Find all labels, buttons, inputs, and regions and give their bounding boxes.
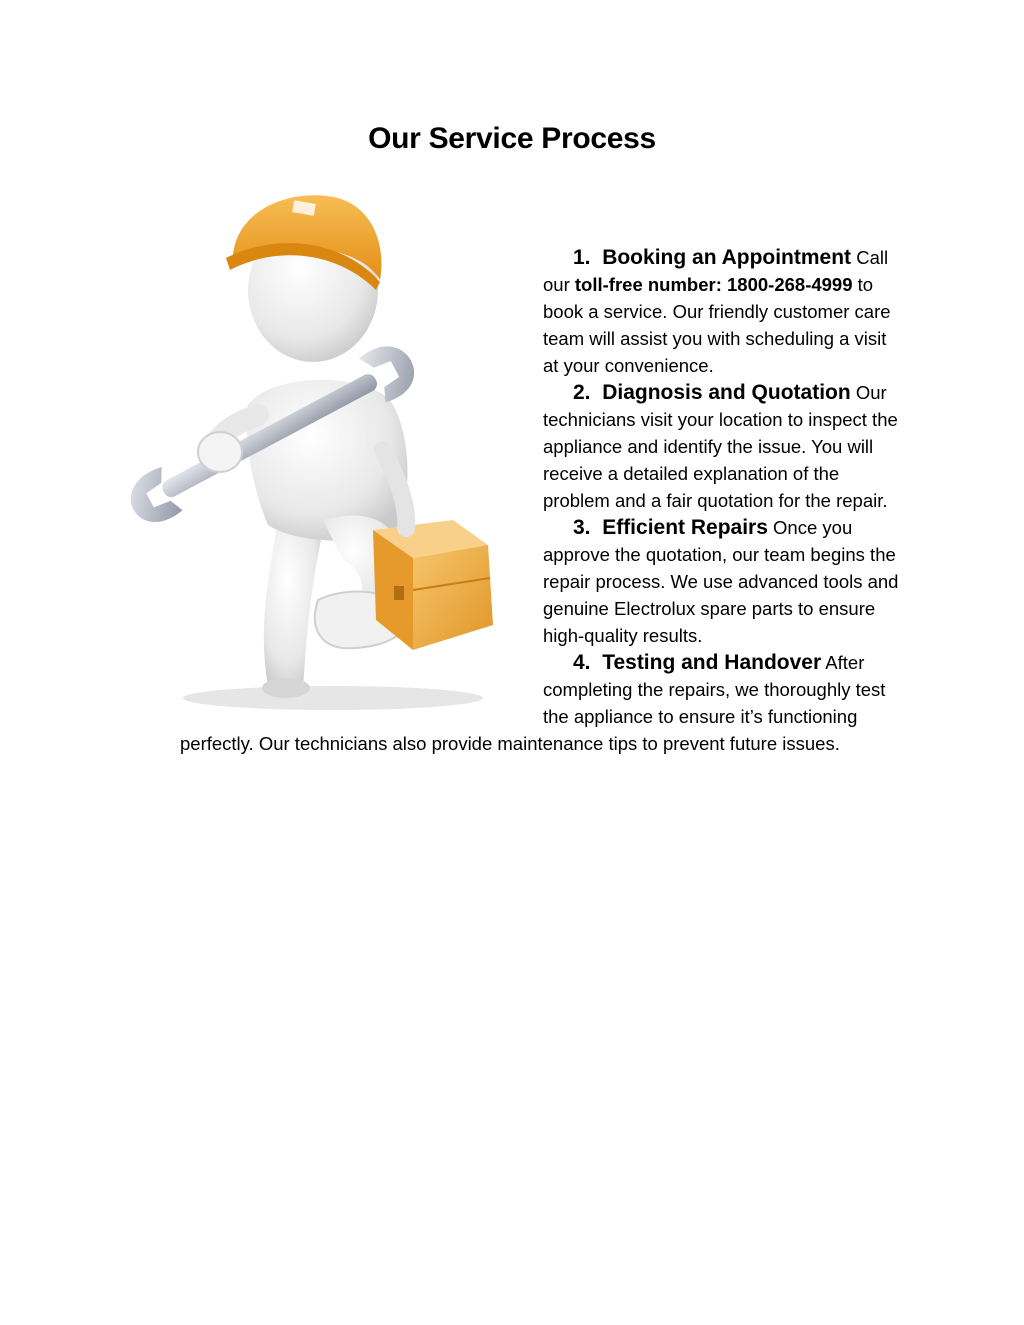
step-text: Once you approve the quotation, our team begins the repair process. We use advanced tools and genuine Electrolux spare parts to ensure high-quality results. xyxy=(543,517,899,646)
step-title: Efficient Repairs xyxy=(602,516,768,539)
step-heading xyxy=(573,651,821,674)
step-title: Booking an Appointment xyxy=(602,246,852,269)
toll-free-number: toll-free number: 1800-268-4999 xyxy=(574,274,853,295)
step-text: to book a service. Our friendly customer care team will assist you with scheduling a visit at your convenience. xyxy=(543,274,891,376)
step-number: 1. xyxy=(573,246,591,269)
service-steps xyxy=(180,244,902,757)
step-title: Diagnosis and Quotation xyxy=(602,381,851,404)
page-title: Our Service Process xyxy=(368,122,656,155)
step-text: Our technicians visit your location to inspect the appliance and identify the issue. You will receive a detailed explanation of the problem and a fair quotation for the repair. xyxy=(543,382,898,511)
step-number: 4. xyxy=(573,651,591,674)
step-heading xyxy=(573,246,851,269)
step-number: 2. xyxy=(573,381,591,404)
step-text: After completing the repairs, we thoroughly test the appliance to ensure it’s functioning perfectly. Our technicians also provide maintenance tips to prevent future issues. xyxy=(180,652,886,754)
step-heading xyxy=(573,381,851,404)
step-text: Call our xyxy=(543,247,889,295)
illustration-wrap-area xyxy=(180,244,543,728)
step-number: 3. xyxy=(573,516,591,539)
step-title: Testing and Handover xyxy=(602,651,822,674)
step-heading xyxy=(573,516,768,539)
